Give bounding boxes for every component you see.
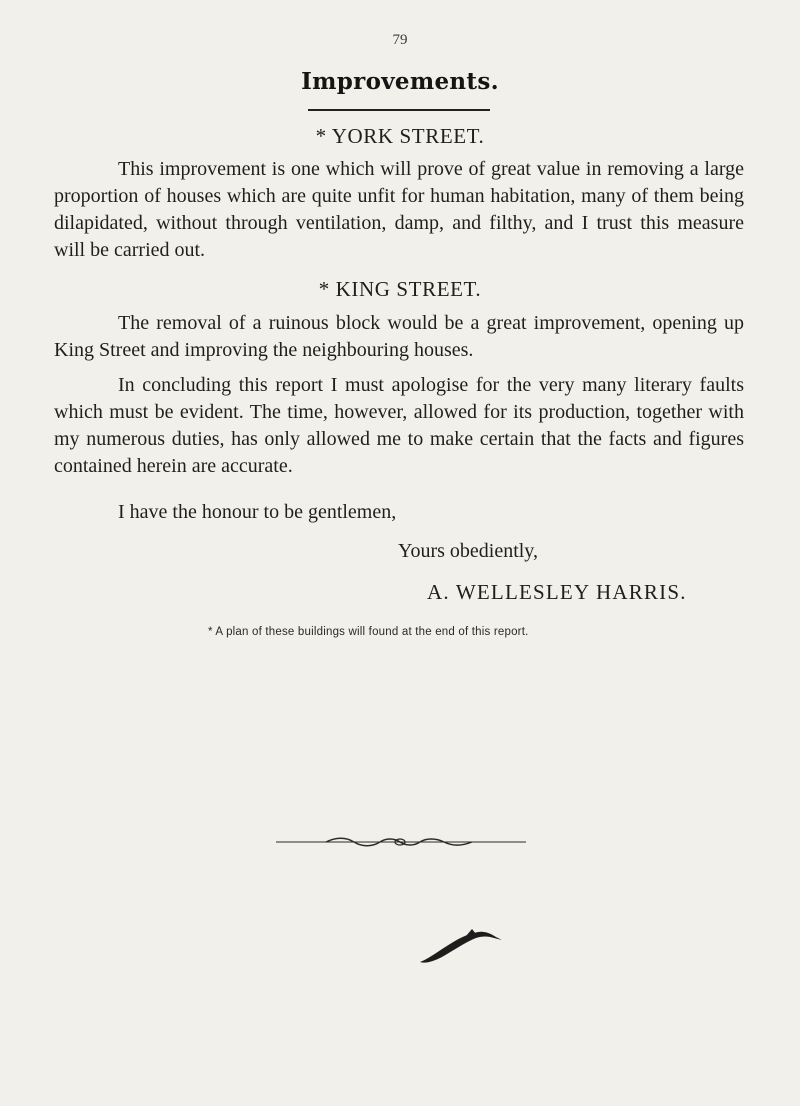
page-number: 79 [392, 32, 408, 48]
footnote: * A plan of these buildings will found at the end of this report. [208, 626, 529, 638]
ornamental-divider-icon [276, 836, 526, 848]
closing-line: I have the honour to be gentlemen, [118, 501, 397, 523]
section-paragraph-york-street: This improvement is one which will prove of great value in removing a large proportion of houses which are quite unfit for human habitation, many of them being dilapidated, without through ventilation, damp, and filthy, and I trust this measure will be carried out. [54, 158, 744, 261]
section-paragraph-king-street: The removal of a ruinous block would be a great improvement, opening up King Street and improving the neighbouring houses. [54, 312, 744, 361]
page-title: Improvements. [301, 68, 499, 95]
signature: A. WELLESLEY HARRIS. [427, 580, 687, 604]
concluding-paragraph: In concluding this report I must apologise for the very many literary faults which must be evident. The time, however, allowed for its production, together with my numerous duties, has only allowed me to make certain that the facts and figures contained herein are accurate. [54, 374, 744, 477]
title-underline [308, 109, 490, 111]
section-title-king-street: * KING STREET. [318, 277, 482, 301]
valediction: Yours obediently, [398, 540, 539, 562]
ink-flourish-icon [418, 926, 504, 966]
section-title-york-street: * YORK STREET. [315, 124, 485, 148]
